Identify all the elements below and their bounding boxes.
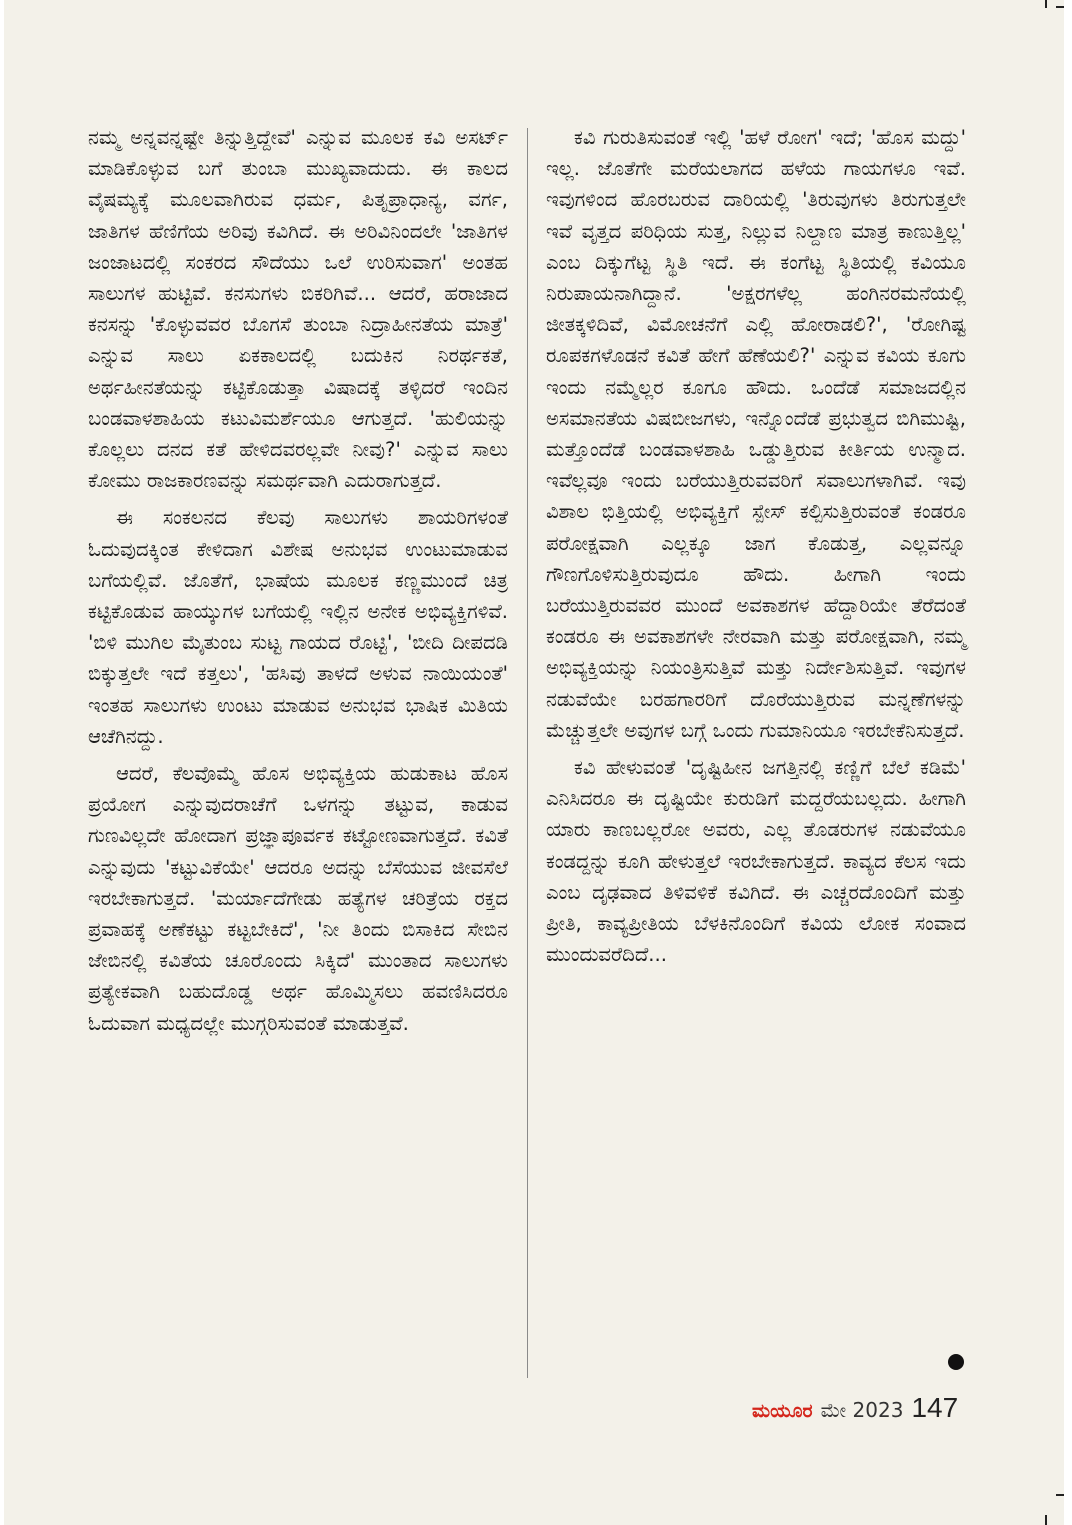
crop-mark-right-bottom bbox=[1056, 1494, 1064, 1496]
paragraph: ಕವಿ ಗುರುತಿಸುವಂತೆ ಇಲ್ಲಿ 'ಹಳೆ ರೋಗ' ಇದೆ; 'ಹೊಸ ಮದ್ದು' ಇಲ್ಲ. ಜೊತೆಗೇ ಮರೆಯಲಾಗದ ಹಳೆಯ ಗಾಯಗಳೂ ಇವೆ. ಇವುಗಳಿಂದ ಹೊರಬರುವ ದಾರಿಯಲ್ಲಿ 'ತಿರುವುಗಳು ತಿರುಗುತ್ತಲೇ ಇವೆ ವೃತ್ತದ ಪರಿಧಿಯ ಸುತ್ತ, ನಿಲ್ಲುವ ನಿಲ್ದಾಣ ಮಾತ್ರ ಕಾಣುತ್ತಿಲ್ಲ' ಎಂಬ ದಿಕ್ಕುಗೆಟ್ಟ ಸ್ಥಿತಿ ಇದೆ. ಈ ಕಂಗೆಟ್ಟ ಸ್ಥಿತಿಯಲ್ಲಿ ಕವಿಯೂ ನಿರುಪಾಯನಾಗಿದ್ದಾನೆ. 'ಅಕ್ಷರಗಳೆಲ್ಲ ಹಂಗಿನರಮನೆಯಲ್ಲಿ ಜೀತಕ್ಕಳಿದಿವೆ, ವಿಮೋಚನೆಗೆ ಎಲ್ಲಿ ಹೋರಾಡಲಿ?', 'ರೋಗಿಷ್ಟ ರೂಪಕಗಳೊಡನೆ ಕವಿತೆ ಹೇಗೆ ಹೆಣೆಯಲಿ?' ಎನ್ನುವ ಕವಿಯ ಕೂಗು ಇಂದು ನಮ್ಮೆಲ್ಲರ ಕೂಗೂ ಹೌದು. ಒಂದೆಡೆ ಸಮಾಜದಲ್ಲಿನ ಅಸಮಾನತೆಯ ವಿಷಬೀಜಗಳು, ಇನ್ನೊಂದೆಡೆ ಪ್ರಭುತ್ವದ ಬಿಗಿಮುಷ್ಟಿ, ಮತ್ತೊಂದೆಡೆ ಬಂಡವಾಳಶಾಹಿ ಒಡ್ಡುತ್ತಿರುವ ಕೀರ್ತಿಯ ಉನ್ಮಾದ. ಇವೆಲ್ಲವೂ ಇಂದು ಬರೆಯುತ್ತಿರುವವರಿಗೆ ಸವಾಲುಗಳಾಗಿವೆ. ಇವು ವಿಶಾಲ ಭಿತ್ತಿಯಲ್ಲಿ ಅಭಿವ್ಯಕ್ತಿಗೆ ಸ್ಪೇಸ್ ಕಲ್ಪಿಸುತ್ತಿರುವಂತೆ ಕಂಡರೂ ಪರೋಕ್ಷವಾಗಿ ಎಲ್ಲಕ್ಕೂ ಜಾಗ ಕೊಡುತ್ತ, ಎಲ್ಲವನ್ನೂ ಗೌಣಗೊಳಿಸುತ್ತಿರುವುದೂ ಹೌದು. ಹೀಗಾಗಿ ಇಂದು ಬರೆಯುತ್ತಿರುವವರ ಮುಂದೆ ಅವಕಾಶಗಳ ಹೆದ್ದಾರಿಯೇ ತೆರೆದಂತೆ ಕಂಡರೂ ಈ ಅವಕಾಶಗಳೇ ನೇರವಾಗಿ ಮತ್ತು ಪರೋಕ್ಷವಾಗಿ, ನಮ್ಮ ಅಭಿವ್ಯಕ್ತಿಯನ್ನು ನಿಯಂತ್ರಿಸುತ್ತಿವೆ ಮತ್ತು ನಿರ್ದೇಶಿಸುತ್ತಿವೆ. ಇವುಗಳ ನಡುವೆಯೇ ಬರಹಗಾರರಿಗೆ ದೊರೆಯುತ್ತಿರುವ ಮನ್ನಣೆಗಳನ್ನು ಮೆಚ್ಚುತ್ತಲೇ ಅವುಗಳ ಬಗ್ಗೆ ಒಂದು ಗುಮಾನಿಯೂ ಇರಬೇಕೆನಿಸುತ್ತದೆ. bbox=[546, 126, 966, 742]
paragraph: ನಮ್ಮ ಅನ್ನವನ್ನಷ್ಟೇ ತಿನ್ನುತ್ತಿದ್ದೇವೆ' ಎನ್ನುವ ಮೂಲಕ ಕವಿ ಅಸರ್ಟ್ ಮಾಡಿಕೊಳ್ಳುವ ಬಗೆ ತುಂಬಾ ಮುಖ್ಯವಾದುದು. ಈ ಕಾಲದ ವೈಷಮ್ಯಕ್ಕೆ ಮೂಲವಾಗಿರುವ ಧರ್ಮ, ಪಿತೃಪ್ರಾಧಾನ್ಯ, ವರ್ಗ, ಜಾತಿಗಳ ಹೆಣಿಗೆಯ ಅರಿವು ಕವಿಗಿದೆ. ಈ ಅರಿವಿನಿಂದಲೇ 'ಜಾತಿಗಳ ಜಂಜಾಟದಲ್ಲಿ ಸಂಕರದ ಸೌದೆಯು ಒಲೆ ಉರಿಸುವಾಗ' ಅಂತಹ ಸಾಲುಗಳ ಹುಟ್ಟಿವೆ. ಕನಸುಗಳು ಬಿಕರಿಗಿವೆ... ಆದರೆ, ಹರಾಜಾದ ಕನಸನ್ನು 'ಕೊಳ್ಳುವವರ ಬೊಗಸೆ ತುಂಬಾ ನಿದ್ರಾಹೀನತೆಯ ಮಾತ್ರೆ' ಎನ್ನುವ ಸಾಲು ಏಕಕಾಲದಲ್ಲಿ ಬದುಕಿನ ನಿರರ್ಥಕತೆ, ಅರ್ಥಹೀನತೆಯನ್ನು ಕಟ್ಟಿಕೊಡುತ್ತಾ ವಿಷಾದಕ್ಕೆ ತಳ್ಳಿದರೆ ಇಂದಿನ ಬಂಡವಾಳಶಾಹಿಯ ಕಟುವಿಮರ್ಶೆಯೂ ಆಗುತ್ತದೆ. 'ಹುಲಿಯನ್ನು ಕೊಲ್ಲಲು ದನದ ಕತೆ ಹೇಳಿದವರಲ್ಲವೇ ನೀವು?' ಎನ್ನುವ ಸಾಲು ಕೋಮು ರಾಜಕಾರಣವನ್ನು ಸಮರ್ಥವಾಗಿ ಎದುರಾಗುತ್ತದೆ. bbox=[88, 126, 508, 493]
article-right-column bbox=[546, 122, 966, 976]
magazine-logo: ಮಯೂರ bbox=[752, 1400, 813, 1422]
crop-mark-right-top bbox=[1056, 6, 1064, 8]
crop-mark-top bbox=[1045, 0, 1047, 8]
article-left-column bbox=[88, 122, 508, 1045]
page-number: 147 bbox=[911, 1392, 959, 1423]
column-divider bbox=[527, 128, 528, 1378]
paragraph: ಆದರೆ, ಕೆಲವೊಮ್ಮೆ ಹೊಸ ಅಭಿವ್ಯಕ್ತಿಯ ಹುಡುಕಾಟ ಹೊಸ ಪ್ರಯೋಗ ಎನ್ನುವುದರಾಚೆಗೆ ಒಳಗನ್ನು ತಟ್ಟುವ, ಕಾಡುವ ಗುಣವಿಲ್ಲದೇ ಹೋದಾಗ ಪ್ರಜ್ಞಾಪೂರ್ವಕ ಕಟ್ಟೋಣವಾಗುತ್ತದೆ. ಕವಿತೆ ಎನ್ನುವುದು 'ಕಟ್ಟುವಿಕೆಯೇ' ಆದರೂ ಅದನ್ನು ಬೆಸೆಯುವ ಜೀವಸೆಲೆ ಇರಬೇಕಾಗುತ್ತದೆ. 'ಮರ್ಯಾದೆಗೇಡು ಹತ್ಯೆಗಳ ಚರಿತ್ರೆಯ ರಕ್ತದ ಪ್ರವಾಹಕ್ಕೆ ಅಣೆಕಟ್ಟು ಕಟ್ಟಬೇಕಿದೆ', 'ನೀ ತಿಂದು ಬಿಸಾಕಿದ ಸೇಬಿನ ಜೇಬಿನಲ್ಲಿ ಕವಿತೆಯ ಚೂರೊಂದು ಸಿಕ್ಕಿದೆ' ಮುಂತಾದ ಸಾಲುಗಳು ಪ್ರತ್ಯೇಕವಾಗಿ ಬಹುದೊಡ್ಡ ಅರ್ಥ ಹೊಮ್ಮಿಸಲು ಹವಣಿಸಿದರೂ ಓದುವಾಗ ಮಧ್ಯದಲ್ಲೇ ಮುಗ್ಗರಿಸುವಂತೆ ಮಾಡುತ್ತವೆ. bbox=[88, 762, 508, 1035]
article-end-mark bbox=[948, 1354, 964, 1370]
crop-mark-bottom bbox=[1045, 1515, 1047, 1525]
issue-date: ಮೇ 2023 bbox=[820, 1398, 904, 1422]
paragraph: ಕವಿ ಹೇಳುವಂತೆ 'ದೃಷ್ಟಿಹೀನ ಜಗತ್ತಿನಲ್ಲಿ ಕಣ್ಣಿಗೆ ಬೆಲೆ ಕಡಿಮೆ' ಎನಿಸಿದರೂ ಈ ದೃಷ್ಟಿಯೇ ಕುರುಡಿಗೆ ಮದ್ದರೆಯಬಲ್ಲದು. ಹೀಗಾಗಿ ಯಾರು ಕಾಣಬಲ್ಲರೋ ಅವರು, ಎಲ್ಲ ತೊಡರುಗಳ ನಡುವೆಯೂ ಕಂಡದ್ದನ್ನು ಕೂಗಿ ಹೇಳುತ್ತಲೆ ಇರಬೇಕಾಗುತ್ತದೆ. ಕಾವ್ಯದ ಕೆಲಸ ಇದು ಎಂಬ ದೃಢವಾದ ತಿಳಿವಳಿಕೆ ಕವಿಗಿದೆ. ಈ ಎಚ್ಚರದೊಂದಿಗೆ ಮತ್ತು ಪ್ರೀತಿ, ಕಾವ್ಯಪ್ರೀತಿಯ ಬೆಳಕಿನೊಂದಿಗೆ ಕವಿಯ ಲೋಕ ಸಂವಾದ ಮುಂದುವರೆದಿದೆ... bbox=[546, 756, 966, 967]
paragraph: ಈ ಸಂಕಲನದ ಕೆಲವು ಸಾಲುಗಳು ಶಾಯರಿಗಳಂತೆ ಓದುವುದಕ್ಕಿಂತ ಕೇಳಿದಾಗ ವಿಶೇಷ ಅನುಭವ ಉಂಟುಮಾಡುವ ಬಗೆಯಲ್ಲಿವೆ. ಜೊತೆಗೆ, ಭಾಷೆಯ ಮೂಲಕ ಕಣ್ಣಮುಂದೆ ಚಿತ್ರ ಕಟ್ಟಿಕೊಡುವ ಹಾಯ್ಕುಗಳ ಬಗೆಯಲ್ಲಿ ಇಲ್ಲಿನ ಅನೇಕ ಅಭಿವ್ಯಕ್ತಿಗಳಿವೆ. 'ಬಿಳಿ ಮುಗಿಲ ಮೈತುಂಬ ಸುಟ್ಟ ಗಾಯದ ರೊಟ್ಟಿ', 'ಬೀದಿ ದೀಪದಡಿ ಬಿಕ್ಕುತ್ತಲೇ ಇದೆ ಕತ್ತಲು', 'ಹಸಿವು ತಾಳದೆ ಅಳುವ ನಾಯಿಯಂತೆ' ಇಂತಹ ಸಾಲುಗಳು ಉಂಟು ಮಾಡುವ ಅನುಭವ ಭಾಷಿಕ ಮಿತಿಯ ಆಚೆಗಿನದ್ದು. bbox=[88, 506, 508, 748]
page-footer bbox=[752, 1392, 958, 1424]
magazine-page bbox=[4, 0, 1064, 1525]
